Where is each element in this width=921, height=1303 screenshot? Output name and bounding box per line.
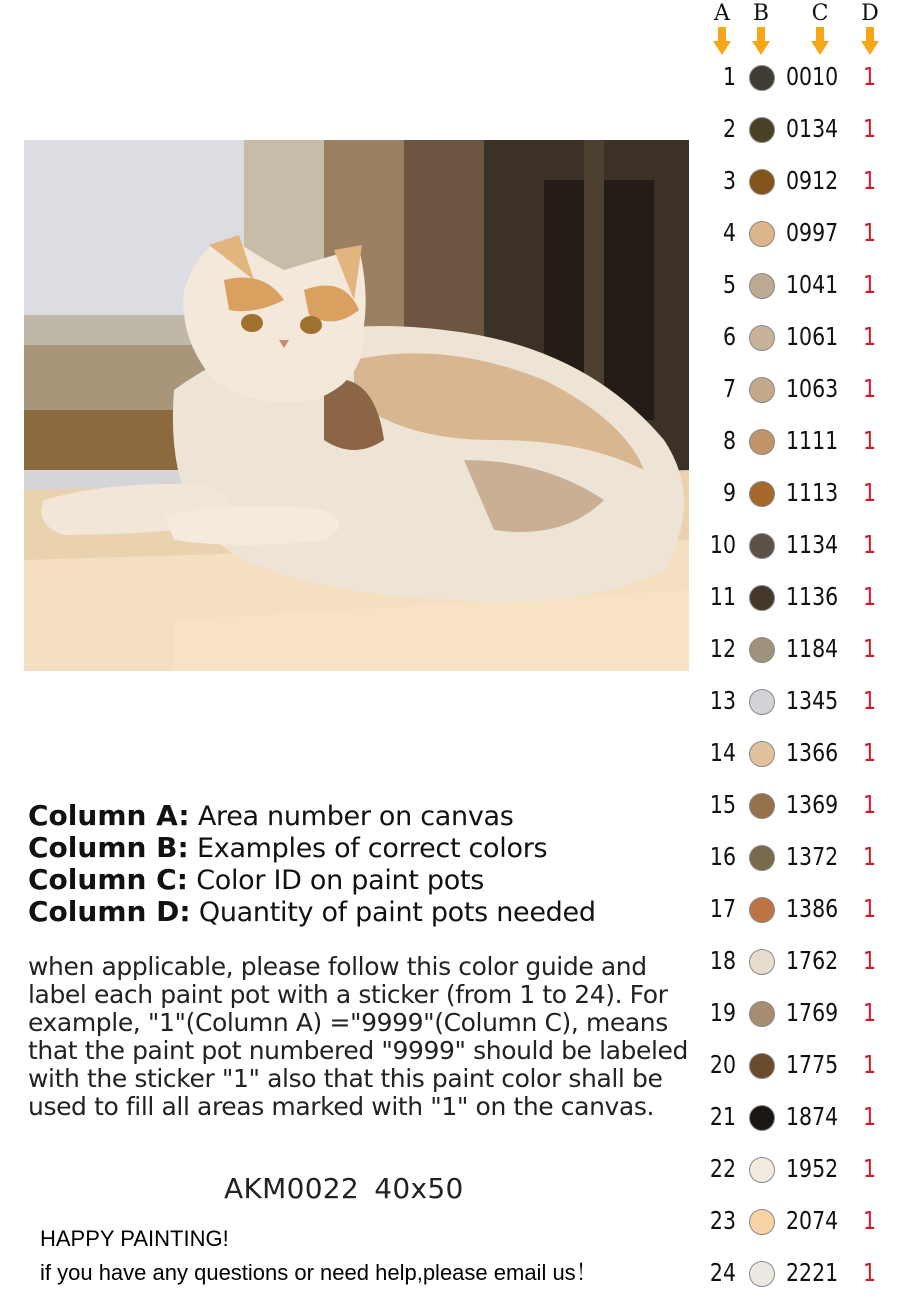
- cat-painting-illustration: [24, 140, 689, 671]
- color-id: 1372: [786, 842, 839, 871]
- color-id: 1136: [786, 582, 839, 611]
- area-number: 15: [709, 790, 736, 819]
- area-number: 12: [709, 634, 736, 663]
- legend-value: Color ID on paint pots: [187, 865, 485, 896]
- area-number: 3: [722, 166, 736, 195]
- color-row: [700, 780, 921, 832]
- color-row: [700, 988, 921, 1040]
- color-id: 1345: [786, 686, 839, 715]
- column-b-letter: B: [752, 1, 770, 26]
- color-swatch: [749, 429, 775, 455]
- pot-quantity: 1: [863, 790, 877, 819]
- column-legend: [28, 800, 596, 928]
- legend-key: Column D:: [28, 895, 191, 928]
- color-id: 1386: [786, 894, 839, 923]
- color-row: [700, 208, 921, 260]
- down-arrow-icon: [861, 27, 879, 55]
- color-id: 0997: [786, 218, 839, 247]
- down-arrow-icon: [713, 27, 731, 55]
- pot-quantity: 1: [863, 738, 877, 767]
- pot-quantity: 1: [863, 426, 877, 455]
- legend-row-d: [28, 896, 596, 928]
- color-row: [700, 936, 921, 988]
- pot-quantity: 1: [863, 166, 877, 195]
- pot-quantity: 1: [863, 1154, 877, 1183]
- color-row: [700, 676, 921, 728]
- color-swatch: [749, 273, 775, 299]
- column-d-letter: D: [861, 1, 879, 26]
- column-d-header: [855, 2, 885, 55]
- color-id: 1063: [786, 374, 839, 403]
- instructions-paragraph: when applicable, please follow this color guide and label each paint pot with a sticker (from 1 to 24). For example, "1"(Column A) ="9999"(Column C), means that the paint pot numbered "9999" should be labeled with the sticker "1" also that this paint color shall be used to fill all areas marked with "1" on the canvas.: [28, 952, 688, 1121]
- color-swatch: [749, 117, 775, 143]
- pot-quantity: 1: [863, 218, 877, 247]
- color-id: 0912: [786, 166, 839, 195]
- color-row: [700, 364, 921, 416]
- pot-quantity: 1: [863, 842, 877, 871]
- color-row: [700, 832, 921, 884]
- area-number: 17: [709, 894, 736, 923]
- color-swatch: [749, 793, 775, 819]
- column-c-letter: C: [811, 1, 829, 26]
- pot-quantity: 1: [863, 1050, 877, 1079]
- color-swatch: [749, 845, 775, 871]
- color-row: [700, 468, 921, 520]
- color-row: [700, 52, 921, 104]
- pot-quantity: 1: [863, 582, 877, 611]
- area-number: 9: [722, 478, 736, 507]
- area-number: 13: [709, 686, 736, 715]
- pot-quantity: 1: [863, 998, 877, 1027]
- color-row: [700, 1248, 921, 1300]
- legend-value: Quantity of paint pots needed: [190, 897, 596, 928]
- area-number: 24: [709, 1258, 736, 1287]
- legend-row-a: [28, 800, 596, 832]
- color-id: 1113: [786, 478, 839, 507]
- color-row: [700, 1092, 921, 1144]
- color-id: 1775: [786, 1050, 839, 1079]
- color-id: 0134: [786, 114, 839, 143]
- legend-row-c: [28, 864, 596, 896]
- pot-quantity: 1: [863, 894, 877, 923]
- pot-quantity: 1: [863, 1258, 877, 1287]
- color-swatch: [749, 637, 775, 663]
- color-swatch: [749, 481, 775, 507]
- color-swatch: [749, 377, 775, 403]
- color-row: [700, 1196, 921, 1248]
- column-b-header: [746, 2, 776, 55]
- pot-quantity: 1: [863, 946, 877, 975]
- color-row: [700, 156, 921, 208]
- color-id: 1184: [786, 634, 839, 663]
- area-number: 19: [709, 998, 736, 1027]
- color-row: [700, 104, 921, 156]
- color-row: [700, 520, 921, 572]
- color-swatch: [749, 1157, 775, 1183]
- color-swatch: [749, 65, 775, 91]
- area-number: 21: [709, 1102, 736, 1131]
- color-swatch: [749, 585, 775, 611]
- pot-quantity: 1: [863, 634, 877, 663]
- color-swatch: [749, 689, 775, 715]
- color-id: 1762: [786, 946, 839, 975]
- color-row: [700, 728, 921, 780]
- area-number: 14: [709, 738, 736, 767]
- area-number: 20: [709, 1050, 736, 1079]
- legend-key: Column A:: [28, 799, 190, 832]
- color-swatch: [749, 741, 775, 767]
- area-number: 18: [709, 946, 736, 975]
- pot-quantity: 1: [863, 478, 877, 507]
- color-swatch: [749, 221, 775, 247]
- color-swatch: [749, 897, 775, 923]
- legend-key: Column C:: [28, 863, 188, 896]
- color-id: 2074: [786, 1206, 839, 1235]
- area-number: 6: [722, 322, 736, 351]
- color-id: 0010: [786, 62, 839, 91]
- color-swatch: [749, 949, 775, 975]
- color-row: [700, 884, 921, 936]
- legend-value: Area number on canvas: [189, 801, 514, 832]
- color-id: 1369: [786, 790, 839, 819]
- color-swatch: [749, 169, 775, 195]
- pot-quantity: 1: [863, 686, 877, 715]
- legend-value: Examples of correct colors: [188, 833, 548, 864]
- color-row: [700, 416, 921, 468]
- cat-painting-image: [24, 140, 689, 671]
- column-a-header: [707, 2, 737, 55]
- legend-row-b: [28, 832, 596, 864]
- pot-quantity: 1: [863, 270, 877, 299]
- color-id: 1366: [786, 738, 839, 767]
- color-row: [700, 1144, 921, 1196]
- legend-key: Column B:: [28, 831, 189, 864]
- down-arrow-icon: [752, 27, 770, 55]
- color-swatch: [749, 533, 775, 559]
- area-number: 16: [709, 842, 736, 871]
- area-number: 7: [722, 374, 736, 403]
- help-email-text: if you have any questions or need help,please email us！: [40, 1260, 598, 1285]
- color-id: 1769: [786, 998, 839, 1027]
- color-row: [700, 624, 921, 676]
- pot-quantity: 1: [863, 114, 877, 143]
- color-row: [700, 260, 921, 312]
- happy-painting-text: HAPPY PAINTING!: [40, 1226, 229, 1251]
- area-number: 2: [722, 114, 736, 143]
- area-number: 5: [722, 270, 736, 299]
- area-number: 4: [722, 218, 736, 247]
- color-swatch: [749, 1209, 775, 1235]
- column-a-letter: A: [714, 1, 730, 26]
- color-id: 1041: [786, 270, 839, 299]
- pot-quantity: 1: [863, 322, 877, 351]
- area-number: 11: [709, 582, 736, 611]
- area-number: 8: [722, 426, 736, 455]
- color-swatch: [749, 1105, 775, 1131]
- color-swatch: [749, 1001, 775, 1027]
- color-id: 2221: [786, 1258, 839, 1287]
- color-id: 1061: [786, 322, 839, 351]
- column-c-header: [805, 2, 835, 55]
- color-swatch: [749, 325, 775, 351]
- color-row: [700, 572, 921, 624]
- color-swatch: [749, 1053, 775, 1079]
- color-swatch: [749, 1261, 775, 1287]
- area-number: 23: [709, 1206, 736, 1235]
- down-arrow-icon: [811, 27, 829, 55]
- color-id: 1952: [786, 1154, 839, 1183]
- pot-quantity: 1: [863, 374, 877, 403]
- pot-quantity: 1: [863, 1206, 877, 1235]
- color-row: [700, 312, 921, 364]
- pot-quantity: 1: [863, 530, 877, 559]
- product-code: AKM0022 40x50: [224, 1172, 464, 1205]
- pot-quantity: 1: [863, 1102, 877, 1131]
- color-id: 1134: [786, 530, 839, 559]
- color-row: [700, 1040, 921, 1092]
- pot-quantity: 1: [863, 62, 877, 91]
- color-id: 1874: [786, 1102, 839, 1131]
- area-number: 22: [709, 1154, 736, 1183]
- area-number: 10: [709, 530, 736, 559]
- area-number: 1: [722, 62, 736, 91]
- color-id: 1111: [786, 426, 839, 455]
